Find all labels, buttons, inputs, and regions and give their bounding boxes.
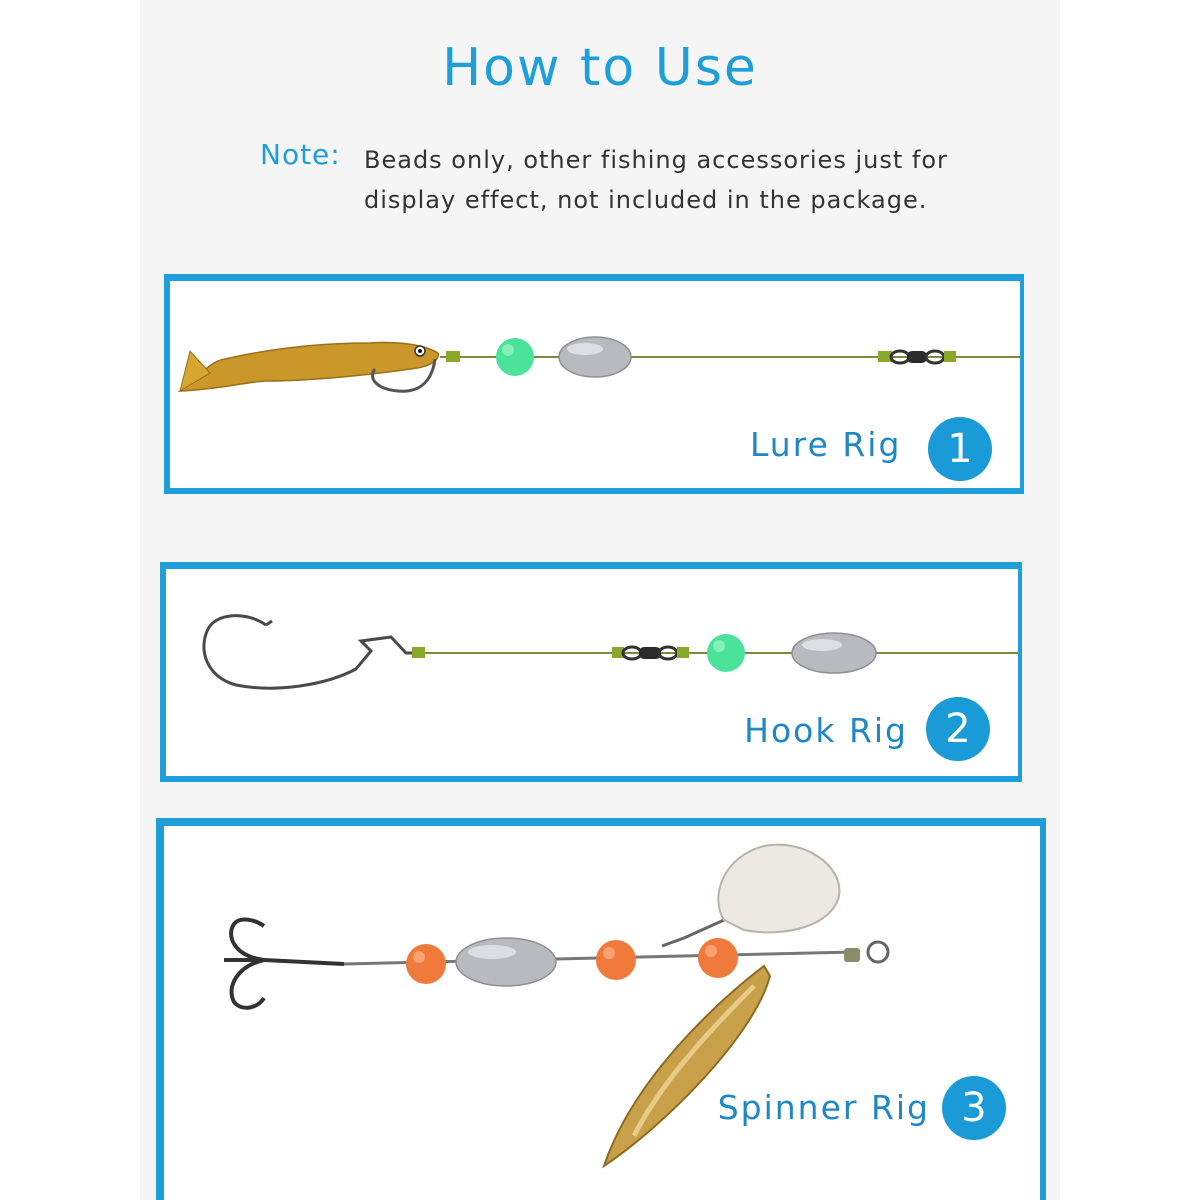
line-tie-eye-icon [868,942,888,962]
sinker-icon [559,337,631,377]
note-text: Beads only, other fishing accessories just for display effect, not included in the package. [364,146,948,214]
knot-icon [412,647,425,658]
hook-rig-panel [160,562,1022,782]
rig-label-hook: Hook Rig [744,711,908,750]
spinner-rig-illustration [164,826,1040,1200]
soft-lure-icon [180,342,438,391]
round-spinner-blade-icon [718,845,839,933]
step-badge-3: 3 [942,1076,1006,1140]
page-title: How to Use [442,38,758,98]
step-badge-2: 2 [926,697,990,761]
knot-icon [446,351,460,362]
end-swivel-icon [844,948,860,962]
offset-hook-icon [204,616,421,689]
green-bead-icon [496,338,534,376]
spinner-rig-panel [156,818,1046,1200]
sinker-icon [456,938,556,986]
orange-bead-icon [406,944,446,984]
green-bead-icon [707,634,745,672]
lure-rig-panel [164,274,1024,494]
note-label: Note: [260,138,341,171]
treble-hook-icon [224,920,344,1008]
orange-bead-icon [596,940,636,980]
rig-label-lure: Lure Rig [750,425,902,464]
sinker-icon [792,633,876,673]
rig-label-spinner: Spinner Rig [717,1088,930,1127]
orange-bead-icon [698,938,738,978]
step-badge-1: 1 [928,417,992,481]
